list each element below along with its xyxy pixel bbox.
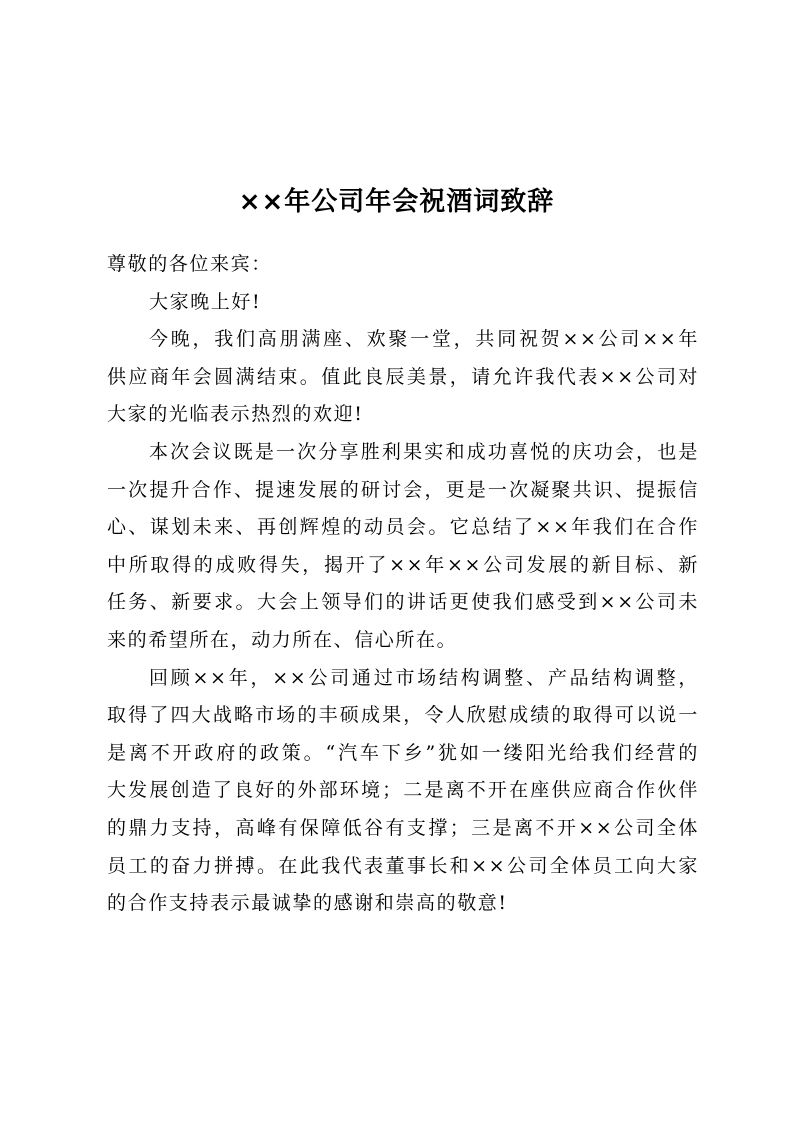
document-title: ××年公司年会祝酒词致辞 <box>238 187 555 217</box>
paragraph-line: 回顾××年，××公司通过市场结构调整、产品结构调整， <box>149 666 699 689</box>
paragraph-line: 一次提升合作、提速发展的研讨会，更是一次凝聚共识、提振信 <box>107 478 699 501</box>
document-body <box>107 246 699 923</box>
paragraph-line: 的鼎力支持，高峰有保障低谷有支撑；三是离不开××公司全体 <box>107 816 699 839</box>
paragraph-line: 取得了四大战略市场的丰硕成果，令人欣慰成绩的取得可以说一 <box>107 704 699 727</box>
paragraph-line: 中所取得的成败得失，揭开了××年××公司发展的新目标、新 <box>107 553 699 576</box>
salutation: 尊敬的各位来宾： <box>107 253 272 275</box>
paragraph-line: 的合作支持表示最诚挚的感谢和崇高的敬意! <box>107 892 508 915</box>
paragraph-line: 任务、新要求。大会上领导们的讲话更使我们感受到××公司未 <box>107 591 699 614</box>
paragraph-line: 大家的光临表示热烈的欢迎! <box>107 403 364 426</box>
paragraph-line: 供应商年会圆满结束。值此良辰美景，请允许我代表××公司对 <box>107 365 699 388</box>
paragraph-line: 员工的奋力拼搏。在此我代表董事长和××公司全体员工向大家 <box>107 854 699 877</box>
paragraph-line: 是离不开政府的政策。“汽车下乡”犹如一缕阳光给我们经营的 <box>107 741 699 764</box>
paragraph-review-thanks <box>107 660 699 923</box>
paragraph-welcome <box>107 321 699 434</box>
paragraph-meeting-summary <box>107 434 699 660</box>
paragraph-line: 大发展创造了良好的外部环境；二是离不开在座供应商合作伙伴 <box>107 779 699 802</box>
paragraph-line: 本次会议既是一次分享胜利果实和成功喜悦的庆功会，也是 <box>149 440 699 463</box>
paragraph-line: 今晚，我们高朋满座、欢聚一堂，共同祝贺××公司××年 <box>149 328 699 351</box>
paragraph-line: 来的希望所在，动力所在、信心所在。 <box>107 628 458 651</box>
greeting: 大家晚上好! <box>149 290 262 313</box>
paragraph-line: 心、谋划未来、再创辉煌的动员会。它总结了××年我们在合作 <box>107 516 699 539</box>
